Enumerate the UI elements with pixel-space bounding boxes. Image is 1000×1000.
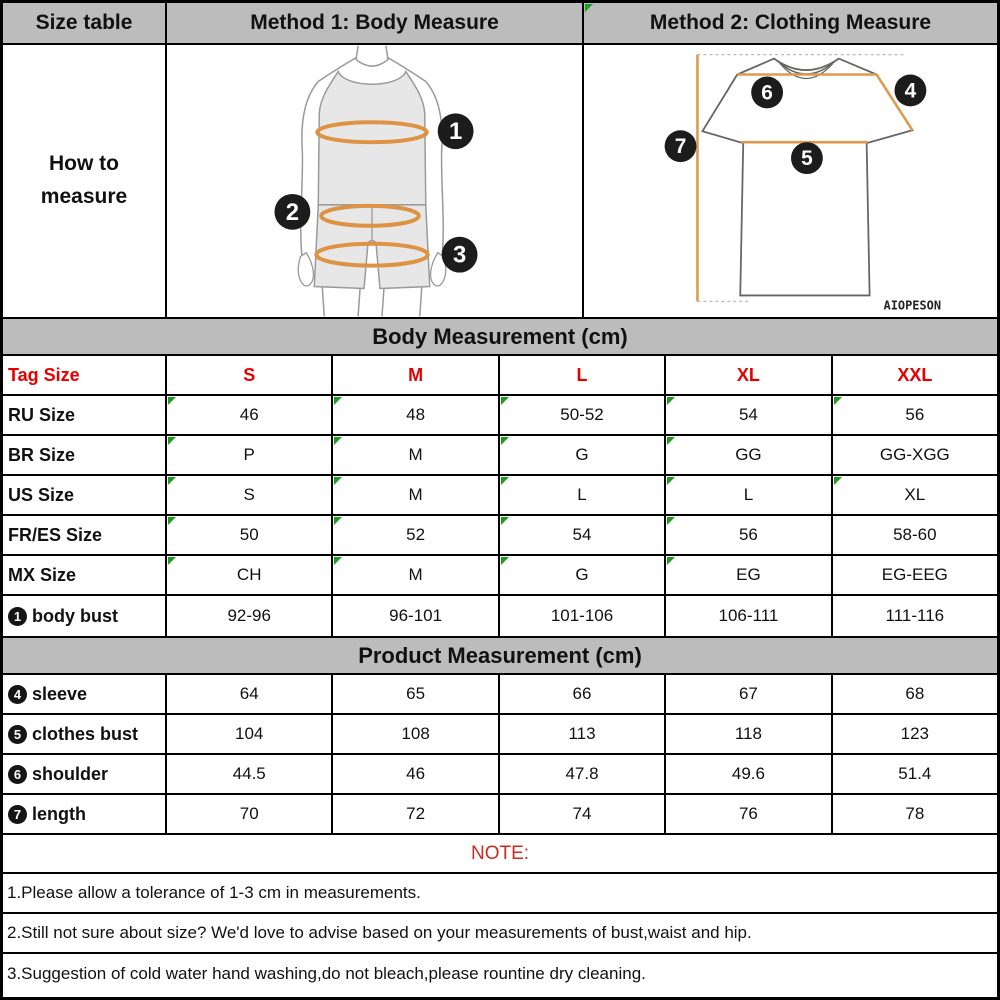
cell-value: S	[243, 485, 255, 504]
cell-value: 96-101	[389, 606, 443, 625]
green-corner-marker	[501, 557, 509, 565]
green-corner-marker	[501, 437, 509, 445]
cell-value: 56	[905, 405, 925, 424]
size-col-xxl: XXL	[833, 356, 997, 396]
cell-value: 64	[239, 684, 259, 703]
body-measurement-band	[3, 319, 997, 356]
badge-1	[438, 113, 474, 149]
note-title-row	[3, 835, 997, 874]
cell-value: P	[243, 445, 255, 464]
body-measure-figure	[167, 45, 584, 319]
table-row-mx-size	[3, 556, 997, 596]
green-corner-marker	[667, 557, 675, 565]
green-corner-marker	[168, 437, 176, 445]
table-row-clothes-bust	[3, 715, 997, 755]
badge-4	[894, 75, 926, 107]
cell-value: CH	[236, 565, 262, 584]
table-row-br-size	[3, 436, 997, 476]
cell-value: 50-52	[560, 405, 604, 424]
method2-heading: Method 2: Clothing Measure	[584, 3, 997, 45]
green-corner-marker	[585, 4, 593, 12]
cell-value: EG	[736, 565, 761, 584]
cell-value: 118	[734, 724, 762, 743]
cell-value: 74	[572, 804, 592, 823]
size-col-xl: XL	[666, 356, 832, 396]
row-label: RU Size	[8, 404, 76, 425]
size-col-s: S	[167, 356, 333, 396]
size-table-heading: Size table	[3, 3, 167, 45]
green-corner-marker	[334, 477, 342, 485]
cell-value: 123	[900, 724, 930, 743]
note-text: 2.Still not sure about size? We'd love to advise based on your measurements of bust,waist and hip.	[3, 914, 997, 954]
row-badge: 1	[8, 607, 27, 626]
top-header-row	[3, 3, 997, 45]
note-text: 3.Suggestion of cold water hand washing,do not bleach,please rountine dry cleaning.	[7, 964, 646, 983]
green-corner-marker	[334, 517, 342, 525]
green-corner-marker	[667, 397, 675, 405]
cell-value: 47.8	[565, 764, 599, 783]
badge-7	[665, 130, 697, 162]
cell-value: L	[743, 485, 754, 504]
table-row-body-bust	[3, 596, 997, 638]
cell-value: XL	[904, 485, 926, 504]
cell-value: 104	[235, 724, 264, 743]
cell-value: 67	[738, 684, 758, 703]
svg-text:7: 7	[674, 135, 687, 159]
cell-value: 101-106	[550, 606, 614, 625]
row-label: US Size	[8, 484, 75, 505]
cell-value: 49.6	[731, 764, 765, 783]
table-row-sleeve	[3, 675, 997, 715]
note-row-3	[3, 954, 997, 994]
badge-6	[751, 77, 783, 109]
svg-text:3: 3	[452, 241, 467, 269]
table-row-us-size	[3, 476, 997, 516]
badge-2	[274, 194, 310, 230]
cell-value: 46	[239, 405, 259, 424]
cell-value: 78	[905, 804, 925, 823]
row-badge: 5	[8, 725, 27, 744]
green-corner-marker	[834, 477, 842, 485]
green-corner-marker	[501, 517, 509, 525]
size-col-l: L	[500, 356, 666, 396]
badge-5	[791, 142, 823, 174]
cell-value: GG	[735, 445, 762, 464]
row-label: sleeve	[32, 683, 88, 704]
cell-value: 56	[738, 525, 758, 544]
tag-size-label: Tag Size	[3, 356, 167, 396]
svg-text:4: 4	[904, 79, 917, 103]
note-row-2	[3, 914, 997, 954]
green-corner-marker	[168, 557, 176, 565]
row-badge: 7	[8, 805, 27, 824]
green-corner-marker	[667, 437, 675, 445]
method1-heading: Method 1: Body Measure	[167, 3, 584, 45]
cell-value: 48	[406, 405, 426, 424]
brand-text: AIOPESON	[883, 298, 942, 313]
cell-value: 66	[572, 684, 592, 703]
row-badge: 6	[8, 765, 27, 784]
cell-value: 54	[572, 525, 592, 544]
cell-value: L	[577, 485, 587, 504]
product-measurement-title: Product Measurement (cm)	[3, 638, 997, 675]
tag-size-row	[3, 356, 997, 396]
svg-text:1: 1	[448, 118, 463, 146]
product-measurement-band	[3, 638, 997, 675]
cell-value: GG-XGG	[879, 445, 950, 464]
row-label: length	[32, 803, 86, 824]
cell-value: G	[575, 565, 589, 584]
size-col-m: M	[333, 356, 499, 396]
table-row-ru-size	[3, 396, 997, 436]
cell-value: 52	[406, 525, 426, 544]
cell-value: G	[575, 445, 589, 464]
row-badge: 4	[8, 685, 27, 704]
note-title: NOTE:	[3, 835, 997, 874]
cell-value: 113	[568, 724, 596, 743]
table-row-length	[3, 795, 997, 835]
tshirt-figure-svg	[584, 45, 997, 317]
green-corner-marker	[168, 517, 176, 525]
cell-value: 65	[406, 684, 426, 703]
cell-value: 58-60	[893, 525, 937, 544]
row-label: body bust	[32, 605, 118, 626]
row-label: MX Size	[8, 564, 77, 585]
cell-value: 92-96	[227, 606, 271, 625]
cell-value: M	[408, 485, 423, 504]
green-corner-marker	[334, 437, 342, 445]
svg-text:2: 2	[285, 198, 300, 226]
how-to-measure-label: How to measure	[3, 45, 167, 319]
body-measurement-title: Body Measurement (cm)	[3, 319, 997, 356]
cell-value: 46	[406, 764, 426, 783]
cell-value: 111-116	[885, 606, 945, 625]
green-corner-marker	[501, 477, 509, 485]
green-corner-marker	[334, 557, 342, 565]
svg-text:5: 5	[801, 147, 813, 171]
note-text: 1.Please allow a tolerance of 1-3 cm in measurements.	[3, 874, 997, 914]
green-corner-marker	[334, 397, 342, 405]
note-row-1	[3, 874, 997, 914]
cell-value: 70	[239, 804, 259, 823]
cell-value: 54	[738, 405, 758, 424]
row-label: shoulder	[32, 763, 109, 784]
green-corner-marker	[501, 397, 509, 405]
cell-value: M	[408, 565, 423, 584]
cell-value: 68	[905, 684, 925, 703]
row-label: clothes bust	[32, 723, 139, 744]
illustration-row	[3, 45, 997, 319]
row-label: FR/ES Size	[8, 524, 103, 545]
badge-3	[442, 237, 478, 273]
table-row-fres-size	[3, 516, 997, 556]
table-row-shoulder	[3, 755, 997, 795]
cell-value: 106-111	[718, 606, 779, 625]
green-corner-marker	[667, 517, 675, 525]
cell-value: 51.4	[898, 764, 932, 783]
cell-value: 50	[239, 525, 259, 544]
clothing-measure-figure	[584, 45, 997, 319]
green-corner-marker	[667, 477, 675, 485]
svg-text:6: 6	[761, 81, 773, 105]
cell-value: 108	[401, 724, 430, 743]
body-figure-svg	[167, 45, 582, 317]
cell-value: 76	[738, 804, 758, 823]
green-corner-marker	[168, 397, 176, 405]
cell-value: 72	[406, 804, 426, 823]
cell-value: M	[408, 445, 423, 464]
cell-value: EG-EEG	[881, 565, 948, 584]
green-corner-marker	[834, 397, 842, 405]
green-corner-marker	[168, 477, 176, 485]
cell-value: 44.5	[232, 764, 266, 783]
row-label: BR Size	[8, 444, 76, 465]
